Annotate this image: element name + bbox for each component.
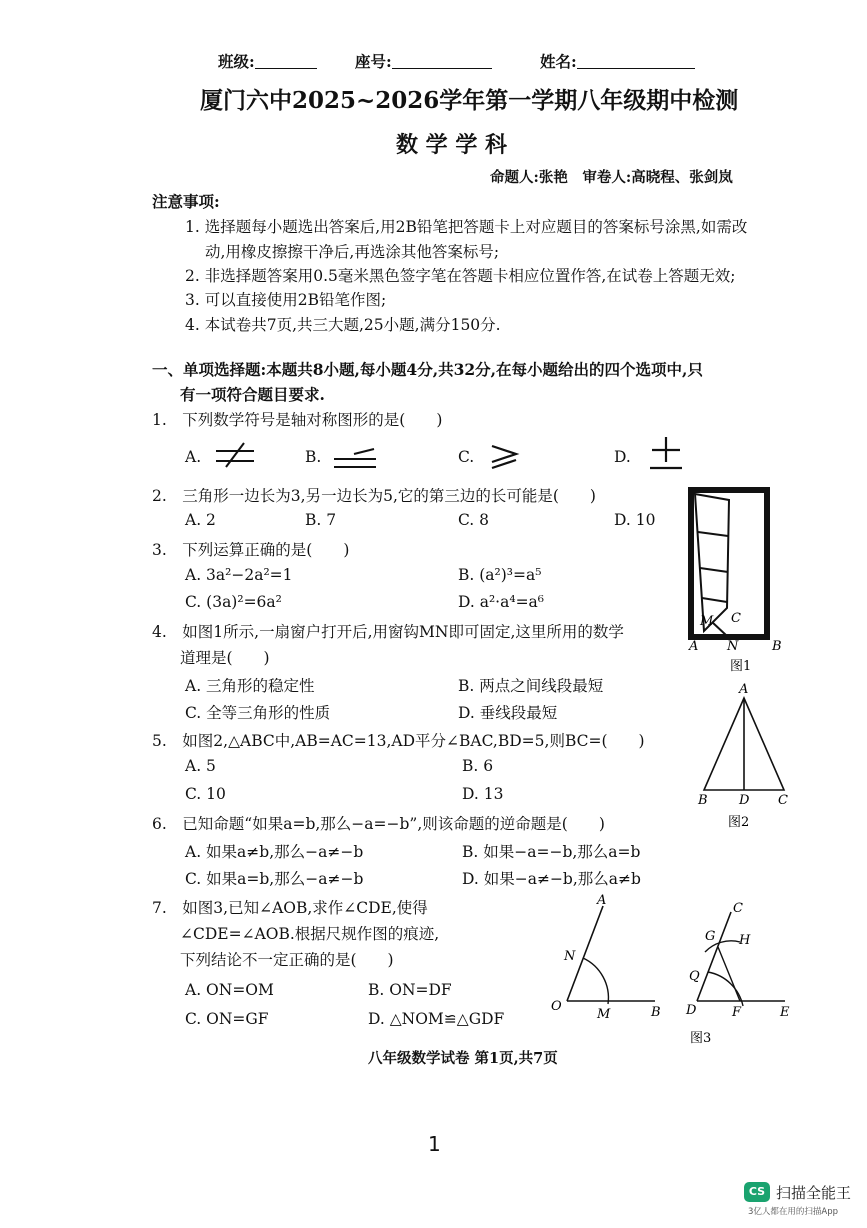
q5-option-a: A. 5 [185,757,216,775]
perpendicular-plus-symbol [646,434,686,472]
fig2-caption: 图2 [728,815,750,830]
fig3-label-q: Q [689,969,700,984]
fig3-label-m: M [597,1007,611,1022]
q4-option-c: C. 全等三角形的性质 [185,704,331,722]
q1-stem: 1. 下列数学符号是轴对称图形的是( ) [152,411,443,429]
name-label: 姓名: [540,52,577,71]
fig1-label-n: N [727,639,739,654]
fig2-label-b: B [698,793,708,808]
camscanner-logo-icon: CS [744,1182,770,1202]
q7-stem: 7. 如图3,已知∠AOB,求作∠CDE,使得 [152,899,428,917]
q3-option-a: A. 3a²−2a²=1 [185,566,293,584]
seat-field [355,50,492,72]
fig1-caption: 图1 [730,659,752,674]
q2-option-d: D. 10 [614,511,656,529]
q4-stem-cont: 道理是( ) [180,649,270,667]
fig1-label-m: M [700,614,714,629]
class-label: 班级: [218,52,255,71]
less-equal-symbol [330,440,380,472]
subject-title: 数 学 学 科 [396,132,507,158]
watermark-subtitle: 3亿人都在用的扫描App [748,1207,839,1217]
fig3-label-e: E [780,1005,790,1020]
fig1-label-a: A [689,639,699,654]
note-item: 3. 可以直接使用2B铅笔作图; [185,291,387,309]
q4-stem: 4. 如图1所示,一扇窗户打开后,用窗钩MN即可固定,这里所用的数学 [152,623,624,641]
q4-option-d: D. 垂线段最短 [458,704,558,722]
q3-stem: 3. 下列运算正确的是( ) [152,541,350,559]
q3-option-b: B. (a²)³=a⁵ [458,566,542,584]
figure-1-window [680,484,790,676]
q3-option-c: C. (3a)²=6a² [185,593,282,611]
fig3-label-o: O [551,999,562,1014]
q2-stem: 2. 三角形一边长为3,另一边长为5,它的第三边的长可能是( ) [152,487,596,505]
q4-option-b: B. 两点之间线段最短 [458,677,604,695]
q1-option-c: C. [458,448,475,466]
q1-option-a: A. [185,448,202,466]
q2-option-c: C. 8 [458,511,490,529]
note-item: 1. 选择题每小题选出答案后,用2B铅笔把答题卡上对应题目的答案标号涂黑,如需改 [185,218,748,236]
q6-option-b: B. 如果−a=−b,那么a=b [462,843,641,861]
note-item: 动,用橡皮擦擦干净后,再选涂其他答案标号; [205,243,500,261]
greater-equal-symbol [486,440,526,472]
q4-option-a: A. 三角形的稳定性 [185,677,315,695]
not-equal-symbol [212,440,258,470]
fig3-label-h: H [739,933,751,948]
q7-option-a: A. ON=OM [185,981,274,999]
fig3-label-g: G [705,929,716,944]
q2-option-b: B. 7 [305,511,337,529]
q6-option-a: A. 如果a≠b,那么−a≠−b [185,843,364,861]
q7-option-d: D. △NOM≌△GDF [368,1010,505,1028]
q2-option-a: A. 2 [185,511,216,529]
fig3-label-n: N [564,949,576,964]
q5-option-d: D. 13 [462,785,504,803]
fig2-label-c: C [778,793,788,808]
name-field [540,50,695,72]
q7-stem-cont: ∠CDE=∠AOB.根据尺规作图的痕迹, [180,925,440,943]
class-field [218,50,317,72]
q5-option-c: C. 10 [185,785,226,803]
fig3-label-b: B [651,1005,661,1020]
page-info: 八年级数学试卷 第1页,共7页 [368,1050,558,1067]
q3-option-d: D. a²·a⁴=a⁶ [458,593,545,611]
seat-label: 座号: [355,52,392,71]
fig3-label-d: D [686,1003,697,1018]
watermark-brand: 扫描全能王 [776,1184,852,1202]
section-heading: 一、单项选择题:本题共8小题,每小题4分,共32分,在每小题给出的四个选项中,只 [152,360,703,379]
figure-3-construction [545,892,795,1052]
fig1-label-c: C [731,611,741,626]
fig3-label-c: C [733,901,743,916]
q5-stem: 5. 如图2,△ABC中,AB=AC=13,AD平分∠BAC,BD=5,则BC=( ) [152,732,645,750]
q1-option-d: D. [614,448,631,466]
q7-stem-cont2: 下列结论不一定正确的是( ) [180,951,394,969]
fig3-label-f: F [732,1005,742,1020]
authors: 命题人:张艳 审卷人:高晓程、张剑岚 [490,169,733,186]
q7-option-c: C. ON=GF [185,1010,269,1028]
figure-2-triangle [690,680,800,830]
note-item: 2. 非选择题答案用0.5毫米黑色签字笔在答题卡相应位置作答,在试卷上答题无效; [185,267,736,285]
fig3-caption: 图3 [690,1031,712,1046]
page-number: 1 [428,1132,441,1156]
q1-option-b: B. [305,448,322,466]
notes-heading: 注意事项: [152,192,220,211]
note-item: 4. 本试卷共7页,共三大题,25小题,满分150分. [185,316,501,334]
q7-option-b: B. ON=DF [368,981,452,999]
fig2-label-d: D [739,793,750,808]
q6-option-c: C. 如果a=b,那么−a≠−b [185,870,364,888]
q6-option-d: D. 如果−a≠−b,那么a≠b [462,870,641,888]
exam-title: 厦门六中2025~2026学年第一学期八年级期中检测 [200,87,739,114]
section-heading-cont: 有一项符合题目要求. [180,385,325,404]
q5-option-b: B. 6 [462,757,494,775]
fig3-label-a: A [597,893,607,908]
fig1-label-b: B [772,639,782,654]
fig2-label-a: A [739,682,749,697]
q6-stem: 6. 已知命题“如果a=b,那么−a=−b”,则该命题的逆命题是( ) [152,815,605,833]
